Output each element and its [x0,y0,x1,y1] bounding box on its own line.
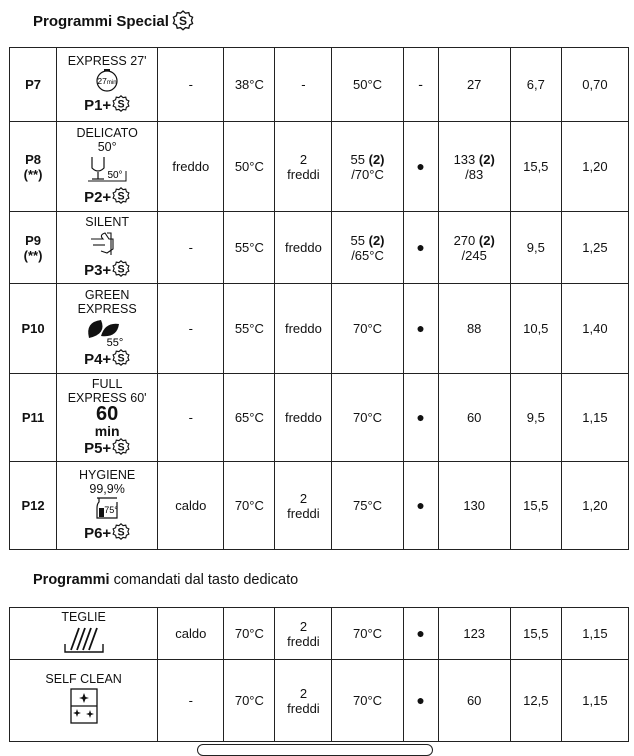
cell-rinse: freddo [275,284,332,374]
svg-text:S: S [117,190,125,203]
program-symbol-cell [57,48,158,122]
program-shortcut-label: P4+ [84,350,112,368]
dedicated-name: SELF CLEAN [45,672,122,686]
cell-final-rinse: 70°C [332,284,403,374]
program-name: GREEN [84,287,130,302]
program-symbol-cell [57,462,158,550]
shortcut-badge [111,438,130,459]
delicate-glass-icon [84,154,130,184]
program-code [10,284,57,374]
cell-energy: 1,20 [561,122,628,212]
dedicated-symbol-cell [10,660,158,742]
cell-dry: ● [403,608,438,660]
cell-dry: ● [403,122,438,212]
program-name: DELICATO [76,125,138,140]
cell-dry: ● [403,374,438,462]
program-row-p7 [10,48,629,122]
program-code-label: P9 [25,232,41,248]
cell-water: 15,5 [510,462,561,550]
program-symbol-cell [57,284,158,374]
cell-dry: ● [403,660,438,742]
program-code-label: P11 [21,410,45,425]
cell-final-rinse: 70°C [332,608,403,660]
cell-final-rinse: 70°C [332,660,403,742]
cell-wash: 55°C [224,284,275,374]
cell-rinse: 2 freddi [275,660,332,742]
program-icon-wrap [87,229,127,260]
cell-energy: 1,20 [561,462,628,550]
program-icon-wrap [94,402,120,439]
program-name: EXPRESS 60' [67,390,147,405]
cell-energy: 1,15 [561,608,628,660]
program-shortcut [84,95,130,116]
cell-prewash: - [158,48,224,122]
page-bottom-bar [197,744,433,756]
cell-duration: 133 (2) /83 [438,122,510,212]
cell-prewash: - [158,660,224,742]
silent-hand-icon [87,229,127,257]
program-row-p9 [10,212,629,284]
dedicated-heading-bold: Programmi [33,572,110,588]
program-note: (**) [23,166,43,182]
cell-wash: 38°C [224,48,275,122]
cell-energy: 0,70 [561,48,628,122]
cell-water: 6,7 [510,48,561,122]
cell-duration: 123 [438,608,510,660]
cell-duration: 60 [438,374,510,462]
program-code [10,374,57,462]
program-code-label: P12 [21,498,45,513]
program-name: EXPRESS [77,301,137,316]
program-symbol-cell [57,374,158,462]
cell-prewash: freddo [158,122,224,212]
svg-text:S: S [117,263,125,276]
cell-dry: ● [403,462,438,550]
program-name: EXPRESS 27' [67,53,147,68]
special-programs-title: Programmi Special [33,12,169,30]
cell-water: 15,5 [510,122,561,212]
program-code [10,462,57,550]
special-s-icon [112,260,130,278]
cell-water: 10,5 [510,284,561,374]
program-code-label: P7 [25,77,41,92]
cell-wash: 50°C [224,122,275,212]
special-s-icon [112,187,130,205]
cell-rinse: freddo [275,374,332,462]
cell-dry: - [403,48,438,122]
program-icon-wrap [81,316,133,349]
hygiene-bottle-icon [89,496,125,520]
cell-dry: ● [403,284,438,374]
icon-min-label: min [94,422,120,439]
trays-icon-wrap [61,624,107,657]
cell-energy: 1,15 [561,660,628,742]
cell-prewash: caldo [158,462,224,550]
cell-rinse: 2 freddi [275,462,332,550]
svg-text:S: S [117,352,125,365]
program-row-p10 [10,284,629,374]
program-shortcut [84,523,130,544]
program-row-p12 [10,462,629,550]
cell-water: 12,5 [510,660,561,742]
program-shortcut [84,260,130,281]
dedicated-programs-heading [33,572,298,588]
program-code-label: P8 [25,151,41,167]
trays-icon [61,624,107,654]
program-code [10,122,57,212]
cell-final-rinse: 55 (2) /65°C [332,212,403,284]
program-symbol-cell [57,122,158,212]
special-programs-heading [33,10,194,32]
svg-text:S: S [178,14,187,28]
cell-prewash: - [158,284,224,374]
cell-energy: 1,40 [561,284,628,374]
program-code [10,48,57,122]
program-shortcut-label: P3+ [84,261,112,279]
special-s-icon [112,523,130,541]
program-name: 50° [97,139,117,154]
cell-duration: 270 (2) /245 [438,212,510,284]
program-shortcut [84,349,130,370]
icon-60-label: 60 [96,402,119,425]
dedicated-heading-rest: comandati dal tasto dedicato [109,572,299,588]
shortcut-badge [111,523,130,544]
cell-water: 9,5 [510,374,561,462]
svg-text:27min: 27min [97,75,117,86]
special-s-icon [112,438,130,456]
svg-text:S: S [117,526,125,539]
program-code [10,212,57,284]
dedicated-programs-table [9,607,629,742]
svg-text:S: S [117,441,125,454]
dedicated-row [10,660,629,742]
program-code-label: P10 [21,321,45,336]
cell-final-rinse: 70°C [332,374,403,462]
cell-duration: 27 [438,48,510,122]
program-name: 99,9% [89,481,125,496]
svg-text:75°: 75° [104,504,118,515]
program-name: HYGIENE [79,467,136,482]
cell-duration: 88 [438,284,510,374]
cell-wash: 70°C [224,608,275,660]
shortcut-badge [111,349,130,370]
cell-water: 9,5 [510,212,561,284]
dedicated-row [10,608,629,660]
program-shortcut-label: P5+ [84,439,112,457]
program-shortcut [84,438,130,459]
shortcut-badge [111,95,130,116]
cell-final-rinse: 50°C [332,48,403,122]
svg-text:S: S [117,98,125,111]
sixty-min-icon [94,402,120,439]
dedicated-symbol-cell [10,608,158,660]
program-name: SILENT [85,214,130,229]
cell-final-rinse: 55 (2) /70°C [332,122,403,212]
special-s-icon [112,349,130,367]
self-clean-icon-wrap [64,686,104,729]
self-clean-icon [64,686,104,726]
cell-prewash: - [158,212,224,284]
program-symbol-cell [57,212,158,284]
program-note: (**) [23,247,43,263]
dedicated-name: TEGLIE [61,610,106,624]
cell-energy: 1,25 [561,212,628,284]
cell-rinse: 2 freddi [275,608,332,660]
cell-dry: ● [403,212,438,284]
program-row-p8 [10,122,629,212]
program-shortcut-label: P2+ [84,188,112,206]
program-shortcut-label: P6+ [84,524,112,542]
program-name: FULL [91,376,123,391]
program-row-p11 [10,374,629,462]
program-icon-wrap [90,68,124,95]
stopwatch-icon [90,68,124,92]
cell-rinse: 2 freddi [275,122,332,212]
program-shortcut [84,187,130,208]
svg-text:50°: 50° [107,169,123,181]
svg-text:55°: 55° [106,336,124,346]
cell-prewash: - [158,374,224,462]
cell-rinse: freddo [275,212,332,284]
program-shortcut-label: P1+ [84,96,112,114]
special-s-icon [112,95,130,113]
cell-rinse: - [275,48,332,122]
cell-duration: 60 [438,660,510,742]
shortcut-badge [111,260,130,281]
program-icon-wrap [89,496,125,523]
special-programs-table [9,47,629,550]
cell-energy: 1,15 [561,374,628,462]
cell-wash: 65°C [224,374,275,462]
program-icon-wrap [84,154,130,187]
cell-duration: 130 [438,462,510,550]
cell-water: 15,5 [510,608,561,660]
cell-prewash: caldo [158,608,224,660]
cell-wash: 55°C [224,212,275,284]
cell-wash: 70°C [224,462,275,550]
special-s-icon [172,10,194,32]
shortcut-badge [111,187,130,208]
cell-wash: 70°C [224,660,275,742]
green-leaf-icon [81,316,133,346]
cell-final-rinse: 75°C [332,462,403,550]
